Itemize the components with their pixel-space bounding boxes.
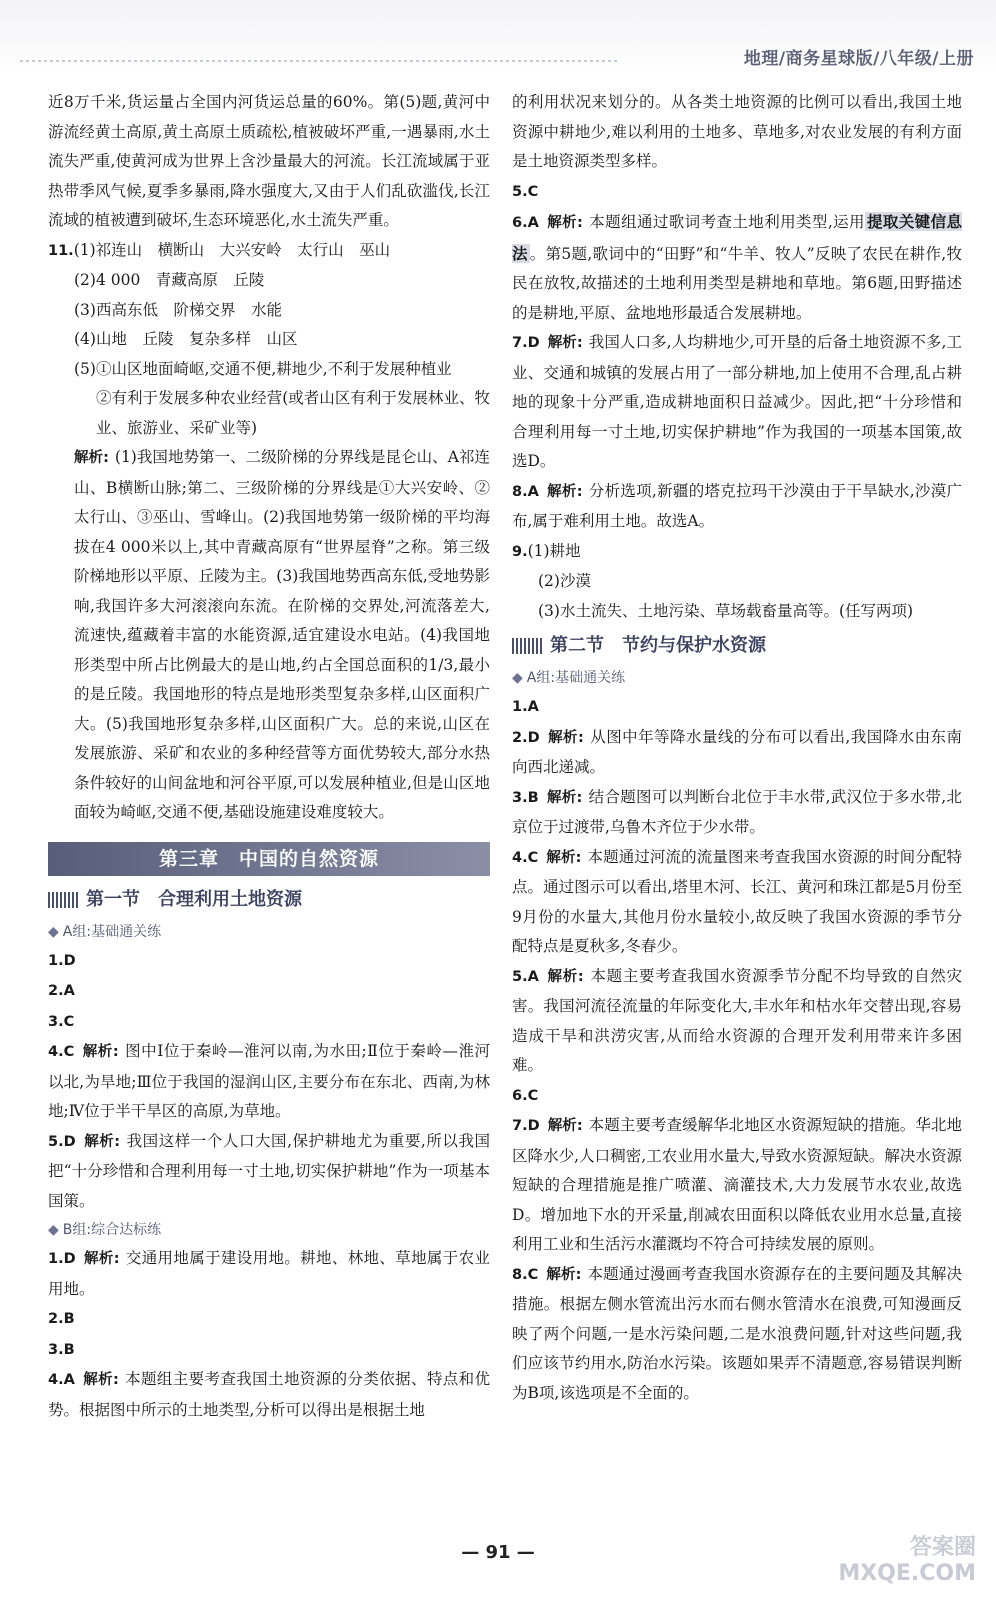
header-title: 地理/商务星球版/八年级/上册 — [743, 49, 974, 69]
page-number: — 91 — — [461, 1542, 535, 1563]
chapter-heading: 第三章 中国的自然资源 — [48, 842, 490, 876]
group-a-label: ◆ A组:基础通关练 — [48, 923, 162, 940]
answer-item: 7.D 解析: 本题主要考查缓解华北地区水资源短缺的措施。华北地区降水少,人口稠密,工农业用水量大,导致水资源短缺。解决水资源短缺的合理措施是推广喷灌、滴灌技术,大力发展节水农业,故选D。增加地下水的开采量,削减农田面积以降低农业用水总量,直接利用工业和生活污水灌溉均不符合可持续发展的原则。 — [512, 1116, 962, 1253]
answer-item: 3.B 解析: 结合题图可以判断台北位于丰水带,武汉位于多水带,北京位于过渡带,乌鲁木齐位于少水带。 — [512, 787, 962, 836]
answer-item: 5.C — [512, 183, 539, 200]
answer-item: 1.D 解析: 交通用地属于建设用地。耕地、林地、草地属于农业用地。 — [48, 1249, 490, 1298]
diamond-icon: ◆ — [48, 923, 59, 940]
q9-line-3: (3)水土流失、土地污染、草场载畜量高等。(任写两项) — [538, 601, 914, 620]
answer-item: 1.A — [512, 699, 539, 715]
diamond-icon: ◆ — [512, 670, 523, 686]
answer-item: 3.B — [48, 1341, 75, 1358]
diamond-icon: ◆ — [48, 1222, 59, 1238]
q11-line-4: (4)山地 丘陵 复杂多样 山区 — [74, 330, 298, 348]
section-bars-icon — [48, 892, 78, 908]
answer-item: 1.D — [48, 952, 76, 969]
answer-item: 8.A 解析: 分析选项,新疆的塔克拉玛干沙漠由于干旱缺水,沙漠广布,属于难利用土地。故选A。 — [512, 481, 962, 530]
answer-item: 2.B — [48, 1311, 75, 1327]
section-heading-2: 第二节 节约与保护水资源 — [512, 630, 962, 662]
group-a-label: ◆ A组:基础通关练 — [512, 670, 626, 686]
q11-analysis: 解析: (1)我国地势第一、二级阶梯的分界线是昆仑山、A祁连山、B横断山脉;第二、三级阶梯的分界线是①大兴安岭、②太行山、③巫山、雪峰山。(2)我国地势第一级阶梯的平均海拔在4 000米以上,其中青藏高原有“世界屋脊”之称。第三级阶梯地形以平原、丘陵为主。(3)我国地势西高东低,受地势影响,我国许多大河滚滚向东流。在阶梯的交界处,河流落差大,流速快,蕴藏着丰富的水能资源,适宜建设水电站。(4)我国地形类型中所占比例最大的是山地,约占全国总面积的1/3,最小的是丘陵。我国地形的特点是地形类型复杂多样,山区面积广大。(5)我国地形复杂多样,山区面积广大。总的来说,山区在发展旅游、采矿和农业的多种经营等方面优势较大,部分水热条件较好的山间盆地和河谷平原,可以发展种植业,但是山区地面较为崎岖,交通不便,基础设施建设难度较大。 — [74, 448, 490, 821]
answer-item: 4.A 解析: 本题组主要考查我国土地资源的分类依据、特点和优势。根据图中所示的土地类型,分析可以得出是根据土地 — [48, 1370, 490, 1419]
answer-item: 8.C 解析: 本题通过漫画考查我国水资源存在的主要问题及其解决措施。根据左侧水管流出污水而右侧水管清水在浪费,可知漫画反映了两个问题,一是水污染问题,二是水浪费问题,针对这些问题,我们应该节约用水,防治水污染。该题如果弄不清题意,容易错误判断为B项,该选项是不全面的。 — [512, 1264, 962, 1402]
answer-item: 6.C — [512, 1087, 539, 1104]
intro-paragraph: 近8万千米,货运量占全国内河货运总量的60%。第(5)题,黄河中游流经黄土高原,黄土高原土质疏松,植被破坏严重,一遇暴雨,水土流失严重,使黄河成为世界上含沙量最大的河流。长江流域属于亚热带季风气候,夏季多暴雨,降水强度大,又由于人们乱砍滥伐,长江流域的植被遭到破坏,生态环境恶化,水土流失严重。 — [48, 93, 490, 229]
answer-item: 2.D 解析: 从图中年等降水量线的分布可以看出,我国降水由东南向西北递减。 — [512, 727, 962, 776]
section-bars-icon — [512, 638, 542, 654]
q11-line-3: (3)西高东低 阶梯交界 水能 — [74, 300, 282, 319]
answer-item: 5.D 解析: 我国这样一个人口大国,保护耕地尤为重要,所以我国把“十分珍惜和合理利用每一寸土地,切实保护耕地”作为一项基本国策。 — [48, 1131, 490, 1210]
answer-item: 4.C 解析: 图中Ⅰ位于秦岭—淮河以南,为水田;Ⅱ位于秦岭—淮河以北,为旱地;Ⅲ位于我国的湿润山区,主要分布在东北、西南,为林地;Ⅳ位于半干旱区的高原,为草地。 — [48, 1042, 490, 1120]
left-column — [48, 88, 490, 1425]
q11-line-6: ②有利于发展多种农业经营(或者山区有利于发展林业、牧业、旅游业、采矿业等) — [96, 389, 490, 437]
answer-item: 2.A — [48, 983, 75, 999]
q11-number: 11. — [48, 242, 74, 259]
right-column — [512, 88, 962, 1408]
answer-item: 7.D 解析: 我国人口多,人均耕地少,可开垦的后备土地资源不多,工业、交通和城镇的发展占用了一部分耕地,加上使用不合理,乱占耕地的现象十分严重,造成耕地面积日益减少。因此,把“十分珍惜和合理利用每一寸土地,切实保护耕地”作为我国的一项基本国策,故选D。 — [512, 333, 962, 470]
watermark-logo: 答案圈 MXQE.COM — [838, 1535, 976, 1586]
answer-item: 4.C 解析: 本题通过河流的流量图来考查我国水资源的时间分配特点。通过图示可以看出,塔里木河、长江、黄河和珠江都是5月份至9月份的水量大,其他月份水量较小,故反映了我国水资源的季节分配特点是夏秋多,冬春少。 — [512, 847, 962, 955]
analysis-label: 解析: — [74, 450, 109, 466]
header-bar — [0, 0, 996, 74]
continued-paragraph: 的利用状况来划分的。从各类土地资源的比例可以看出,我国土地资源中耕地少,难以利用的土地多、草地多,对农业发展的有利方面是土地资源类型多样。 — [512, 93, 962, 170]
answer-item: 6.A 解析: 本题组通过歌词考查土地利用类型,运用 提取关键信息法 。第5题,歌词中的“田野”和“牛羊、牧人”反映了农民在耕作,牧民在放牧,故描述的土地利用类型是耕地和草地。第6题,田野描述的是耕地,平原、盆地地形最适合发展耕地。 — [512, 212, 962, 322]
answer-item: 3.C — [48, 1013, 75, 1030]
header-divider — [20, 60, 620, 62]
q11-line-5: (5)①山区地面崎岖,交通不便,耕地少,不利于发展种植业 — [74, 359, 452, 378]
q11-line-2: (2)4 000 青藏高原 丘陵 — [74, 271, 265, 289]
q9-line-1: 9.(1)耕地 — [512, 541, 581, 560]
q11-line-1: 11.(1)祁连山 横断山 大兴安岭 太行山 巫山 — [48, 240, 391, 259]
q9-line-2: (2)沙漠 — [538, 572, 591, 590]
highlight-method: 提取关键信息法 — [512, 212, 962, 263]
group-b-label: ◆ B组:综合达标练 — [48, 1222, 162, 1238]
answer-item: 5.A 解析: 本题主要考查我国水资源季节分配不均导致的自然灾害。我国河流径流量的年际变化大,丰水年和枯水年交替出现,容易造成干旱和洪涝灾害,从而给水资源的合理开发利用带来许多困难。 — [512, 966, 962, 1074]
section-heading-1: 第一节 合理利用土地资源 — [48, 884, 490, 916]
